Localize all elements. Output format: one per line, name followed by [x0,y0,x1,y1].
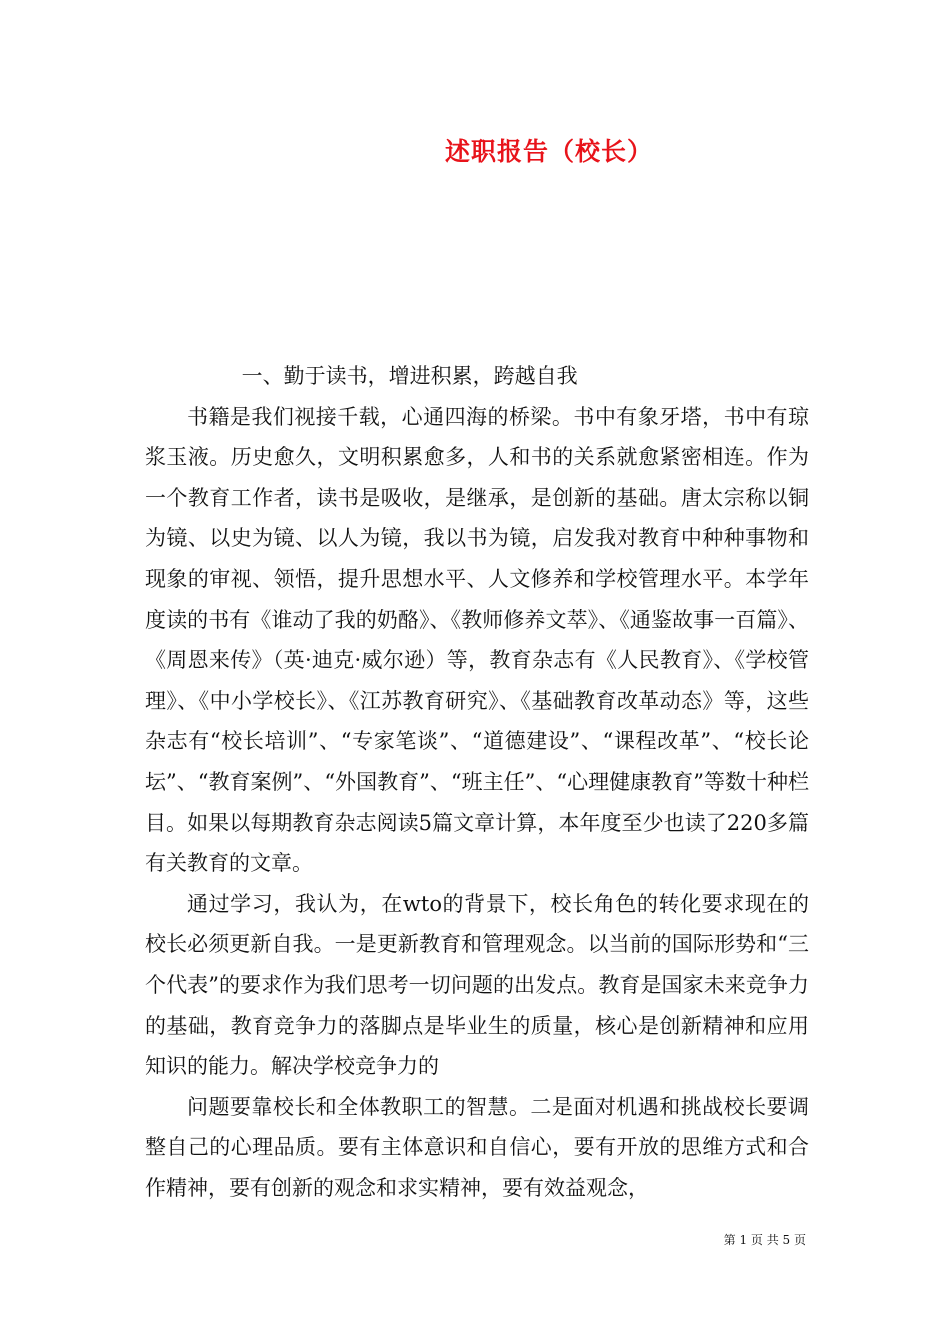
page-number-footer: 第 1 页 共 5 页 [723,1233,806,1247]
paragraph-2: 通过学习，我认为，在wto的背景下，校长角色的转化要求现在的校长必须更新自我。一是更新教育和管理观念。以当前的国际形势和“三个代表”的要求作为我们思考一切问题的出发点。教育是国家未来竞争力的基础，教育竞争力的落脚点是毕业生的质量，核心是创新精神和应用知识的能力。解决学校竞争力的 [145,891,809,1079]
page-title: 述职报告（校长） [444,137,653,166]
section-heading: 一、勤于读书，增进积累，跨越自我 [241,364,578,388]
document-body [145,356,809,1208]
paragraph-1: 书籍是我们视接千载，心通四海的桥梁。书中有象牙塔，书中有琼浆玉液。历史愈久，文明积累愈多，人和书的关系就愈紧密相连。作为一个教育工作者，读书是吸收，是继承，是创新的基础。唐太宗称以铜为镜、以史为镜、以人为镜，我以书为镜，启发我对教育中种种事物和现象的审视、领悟，提升思想水平、人文修养和学校管理水平。本学年度读的书有《谁动了我的奶酪》、《教师修养文萃》、《通鉴故事一百篇》、《周恩来传》（英·迪克·威尔逊）等，教育杂志有《人民教育》、《学校管理》、《中小学校长》、《江苏教育研究》、《基础教育改革动态》等，这些杂志有“校长培训”、“专家笔谈”、“道德建设”、“课程改革”、“校长论坛”、“教育案例”、“外国教育”、“班主任”、“心理健康教育”等数十种栏目。如果以每期教育杂志阅读5篇文章计算，本年度至少也读了220多篇有关教育的文章。 [145,404,809,876]
paragraph-3: 问题要靠校长和全体教职工的智慧。二是面对机遇和挑战校长要调整自己的心理品质。要有主体意识和自信心，要有开放的思维方式和合作精神，要有创新的观念和求实精神，要有效益观念， [145,1094,809,1200]
